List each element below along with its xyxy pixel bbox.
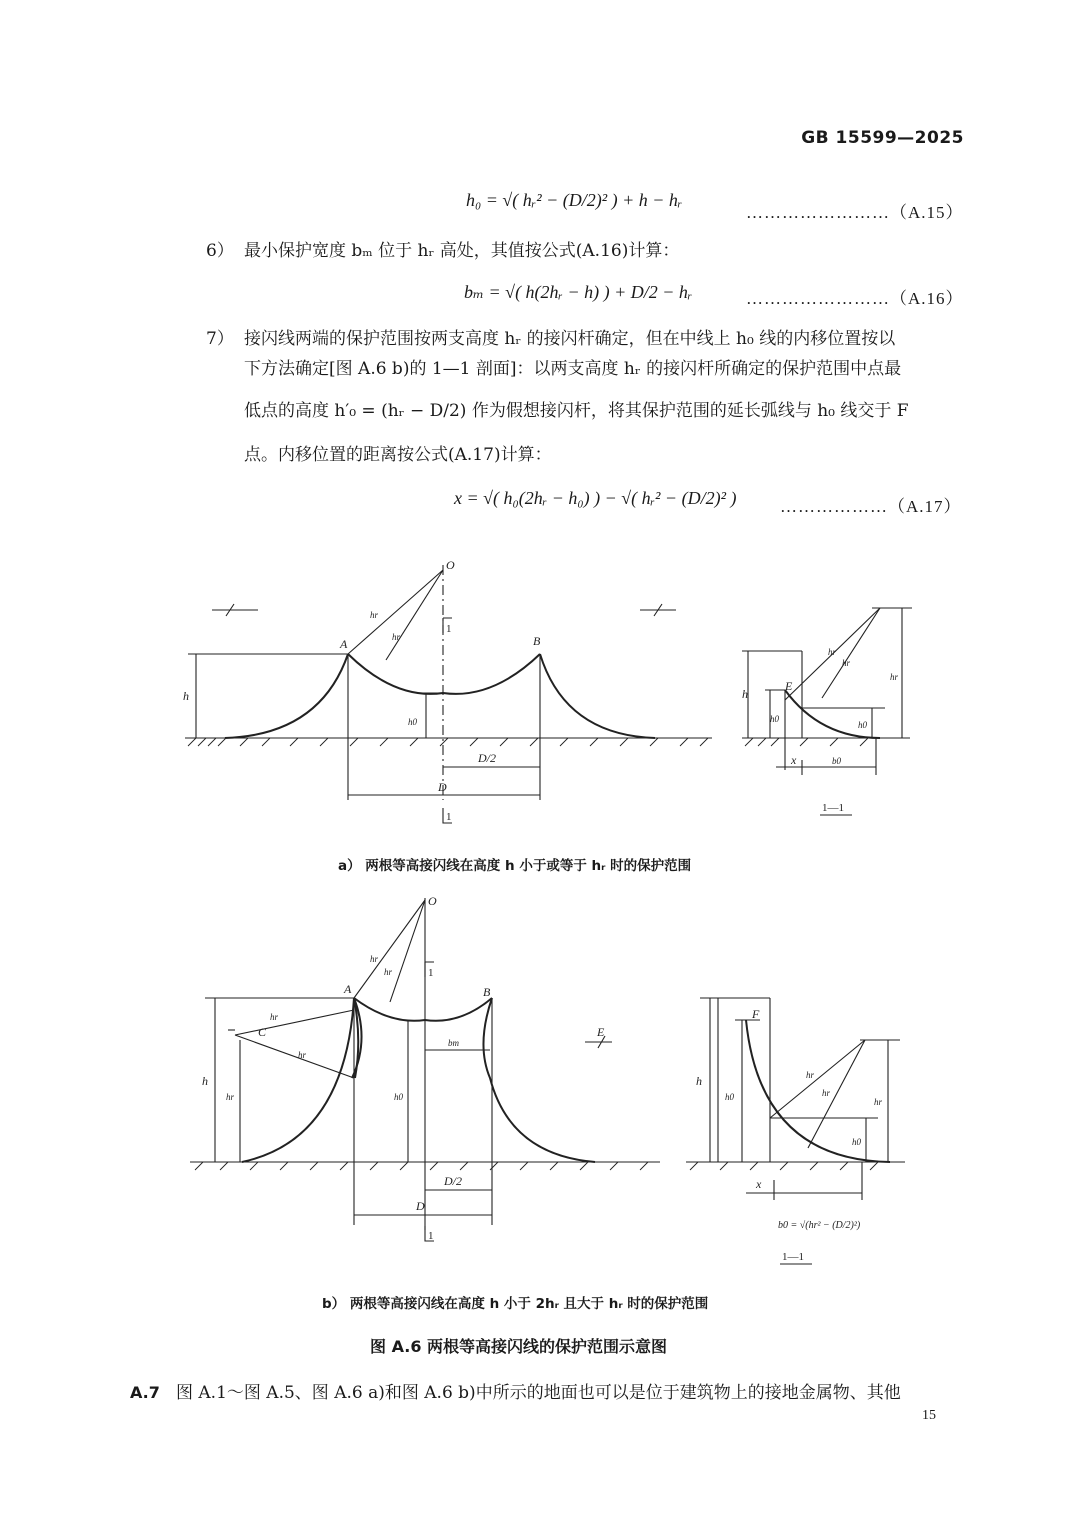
label-D2: D/2 bbox=[478, 751, 496, 765]
label-h0-b: h0 bbox=[394, 1092, 403, 1102]
label-section-bottom-b: 1 bbox=[428, 1230, 434, 1242]
formula-a17-number: ………………（A.17） bbox=[780, 497, 962, 516]
item-7-line-2: 下方法确定[图 A.6 b)的 1—1 剖面]：以两支高度 hᵣ 的接闪杆所确定的保护范围中点最 bbox=[244, 359, 902, 379]
curve-middle bbox=[348, 654, 540, 694]
label-B: B bbox=[533, 634, 541, 648]
formula-a15-number: ……………………（A.15） bbox=[746, 203, 964, 222]
caption-b: b） 两根等高接闪线在高度 h 小于 2hᵣ 且大于 hᵣ 时的保护范围 bbox=[322, 1296, 709, 1312]
label-b0-formula: b0 = √(hr² − (D/2)²) bbox=[778, 1220, 861, 1231]
label-h0-sec-2: h0 bbox=[858, 720, 867, 730]
label-hr-b-3: hr bbox=[298, 1050, 307, 1060]
curve-left-outer bbox=[225, 654, 348, 738]
figure-title: 图 A.6 两根等高接闪线的保护范围示意图 bbox=[370, 1337, 668, 1356]
item-6-number: 6） bbox=[206, 241, 234, 261]
label-section-11: 1—1 bbox=[822, 802, 844, 814]
label-hr-1: hr bbox=[370, 610, 379, 620]
label-hr-2: hr bbox=[392, 632, 401, 642]
label-section-top-b: 1 bbox=[428, 967, 434, 979]
label-h: h bbox=[183, 689, 189, 703]
label-section-11-b: 1—1 bbox=[782, 1251, 804, 1263]
label-section-top: 1 bbox=[446, 623, 452, 635]
page-number: 15 bbox=[922, 1408, 936, 1423]
label-b0: b0 bbox=[832, 756, 841, 766]
label-hr-sec-b-2: hr bbox=[822, 1088, 831, 1098]
label-hr-b-1: hr bbox=[226, 1092, 235, 1102]
label-bm: bm bbox=[448, 1038, 459, 1048]
figure-a bbox=[170, 545, 930, 840]
item-7-line-4: 点。内移位置的距离按公式(A.17)计算： bbox=[244, 445, 552, 465]
label-E-b: E bbox=[597, 1025, 605, 1039]
item-7-number: 7） bbox=[206, 329, 234, 349]
label-hr-sec-1: hr bbox=[828, 647, 837, 657]
label-B-b: B bbox=[483, 985, 491, 999]
label-O-b: O bbox=[428, 894, 437, 908]
curve-right-outer bbox=[540, 654, 655, 738]
item-6-text: 最小保护宽度 bₘ 位于 hᵣ 高处，其值按公式(A.16)计算： bbox=[244, 241, 680, 261]
label-D: D bbox=[438, 780, 447, 794]
label-O: O bbox=[446, 558, 455, 572]
label-C: C bbox=[258, 1025, 267, 1039]
caption-a: a） 两根等高接闪线在高度 h 小于或等于 hᵣ 时的保护范围 bbox=[338, 858, 692, 874]
label-h0-sec-b-2: h0 bbox=[852, 1137, 861, 1147]
label-hr-b-4: hr bbox=[370, 954, 379, 964]
standard-number: GB 15599—2025 bbox=[801, 128, 964, 148]
figure-b bbox=[170, 890, 930, 1280]
label-E: E bbox=[785, 679, 793, 693]
label-x: x bbox=[791, 753, 797, 767]
formula-a17: x = √( h₀(2hᵣ − h₀) ) − √( hᵣ² − (D/2)² ) bbox=[454, 488, 737, 508]
label-D2-b: D/2 bbox=[444, 1174, 462, 1188]
formula-a16: bₘ = √( h(2hᵣ − h) ) + D/2 − hᵣ bbox=[464, 282, 693, 302]
label-hr-sec-2: hr bbox=[842, 658, 851, 668]
label-hr-sec-3: hr bbox=[890, 672, 899, 682]
item-7-line-3: 低点的高度 h′₀ = (hᵣ − D/2) 作为假想接闪杆，将其保护范围的延长弧线与 h₀ 线交于 F bbox=[244, 401, 909, 421]
label-F: F bbox=[752, 1007, 760, 1021]
label-hr-sec-b-3: hr bbox=[874, 1097, 883, 1107]
label-A-b: A bbox=[344, 982, 352, 996]
label-hr-b-5: hr bbox=[384, 967, 393, 977]
label-h-b: h bbox=[202, 1074, 208, 1088]
formula-a15: h₀ = √( hᵣ² − (D/2)² ) + h − hᵣ bbox=[466, 190, 683, 210]
label-D-b: D bbox=[416, 1199, 425, 1213]
item-7-line-1: 接闪线两端的保护范围按两支高度 hᵣ 的接闪杆确定，但在中线上 h₀ 线的内移位置按以 bbox=[244, 329, 896, 349]
a7-text: 图 A.1～图 A.5、图 A.6 a)和图 A.6 b)中所示的地面也可以是位于建筑物上的接地金属物、其他 bbox=[176, 1383, 901, 1403]
label-x-b: x bbox=[756, 1177, 762, 1191]
label-h0-sec-b: h0 bbox=[725, 1092, 734, 1102]
label-h0-sec: h0 bbox=[770, 714, 779, 724]
label-A: A bbox=[340, 637, 348, 651]
label-h-sec-b: h bbox=[696, 1074, 702, 1088]
formula-a16-number: ……………………（A.16） bbox=[746, 289, 964, 308]
label-section-bottom: 1 bbox=[446, 811, 452, 823]
a7-label: A.7 bbox=[130, 1383, 160, 1402]
label-hr-sec-b-1: hr bbox=[806, 1070, 815, 1080]
label-hr-b-2: hr bbox=[270, 1012, 279, 1022]
label-h0: h0 bbox=[408, 717, 417, 727]
label-h-sec: h bbox=[742, 687, 748, 701]
